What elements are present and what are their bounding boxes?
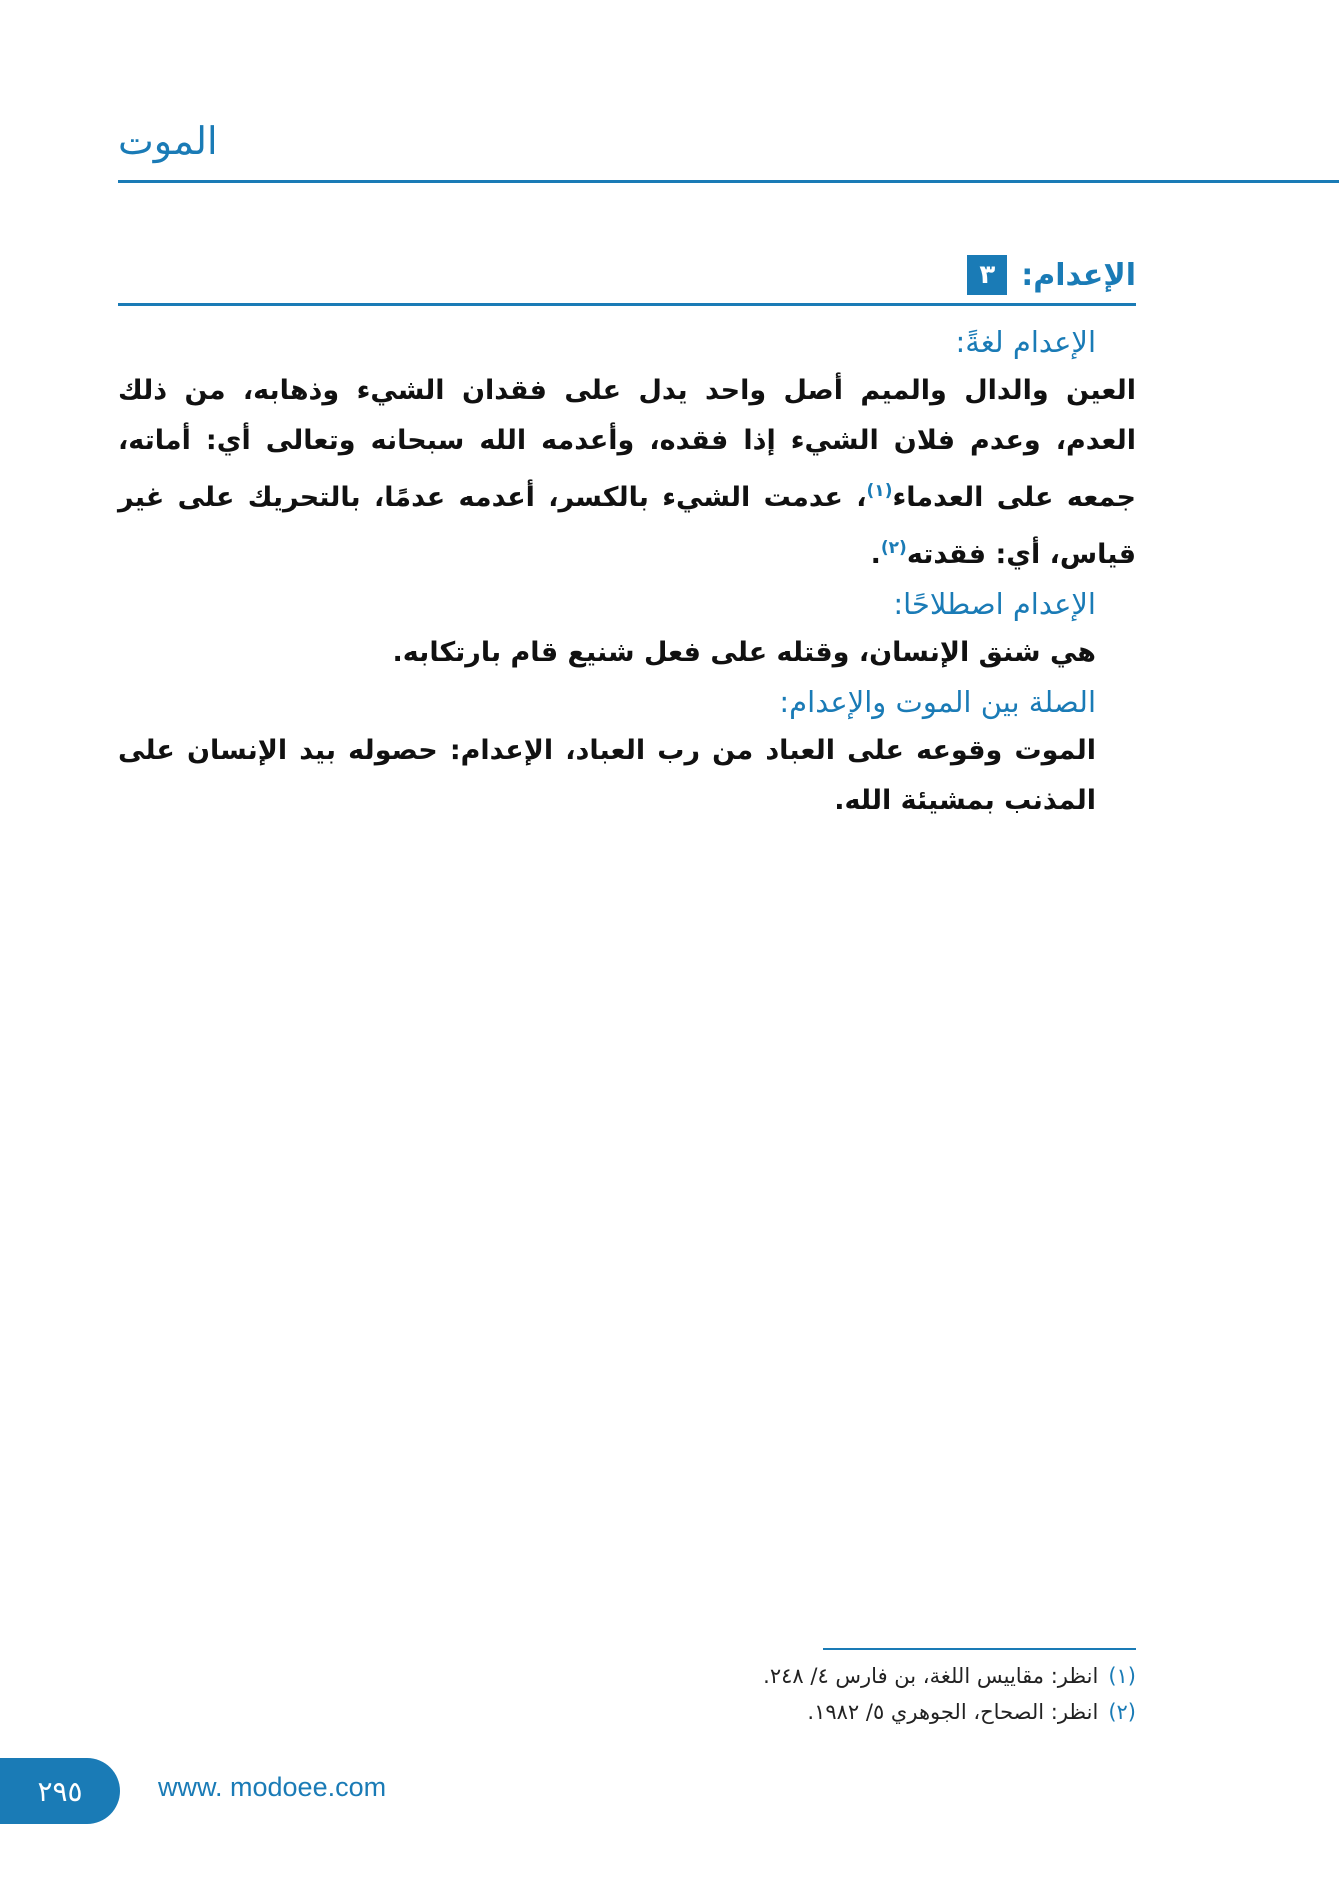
footnote-item: [536, 1694, 1136, 1730]
footnote-item: [536, 1658, 1136, 1694]
section-divider: [118, 303, 1136, 306]
paragraph-text: ، عدمت الشيء بالكسر، أعدمه عدمًا، بالتحريك على غير قياس، أي: فقدته: [118, 482, 1136, 570]
footnote-text: انظر: مقاييس اللغة، بن فارس ٤/ ٢٤٨.: [763, 1664, 1099, 1688]
footnote-reference[interactable]: (٢): [880, 538, 907, 558]
website-link[interactable]: www. modoee.com: [158, 1772, 387, 1802]
paragraph-text: .: [870, 539, 881, 570]
header-divider: [118, 180, 1339, 183]
running-header-title: الموت: [118, 119, 218, 163]
subheading-linguistic: الإعدام لغةً:: [955, 325, 1096, 359]
paragraph-text: العين والدال والميم أصل واحد يدل على فقدان الشيء وذهابه، من ذلك العدم، وعدم فلان الشيء إذا فقده، وأعدمه الله سبحانه وتعالى أي: أماته، جمعه على العدماء: [118, 375, 1136, 513]
page-number-badge: ٢٩٥: [0, 1758, 120, 1824]
main-content: [118, 318, 1136, 826]
footnote-divider: [823, 1648, 1136, 1650]
footnote-number: (٢): [1108, 1700, 1136, 1724]
section-number-badge: ٣: [967, 255, 1007, 295]
section-title: الإعدام:: [1021, 257, 1136, 293]
footnotes: [536, 1658, 1136, 1730]
footnote-number: (١): [1108, 1664, 1136, 1688]
paragraph-linguistic-definition: [118, 366, 1136, 580]
subheading-relation: الصلة بين الموت والإعدام:: [779, 685, 1096, 719]
paragraph-relation: الموت وقوعه على العباد من رب العباد، الإعدام: حصوله بيد الإنسان على المذنب بمشيئة الله.: [118, 735, 1096, 816]
footnote-reference[interactable]: (١): [866, 481, 893, 501]
footnote-text: انظر: الصحاح، الجوهري ٥/ ١٩٨٢.: [807, 1700, 1099, 1724]
paragraph-terminological-definition: هي شنق الإنسان، وقتله على فعل شنيع قام بارتكابه.: [392, 637, 1096, 668]
subheading-terminological: الإعدام اصطلاحًا:: [893, 587, 1096, 621]
section-heading: [967, 255, 1136, 295]
